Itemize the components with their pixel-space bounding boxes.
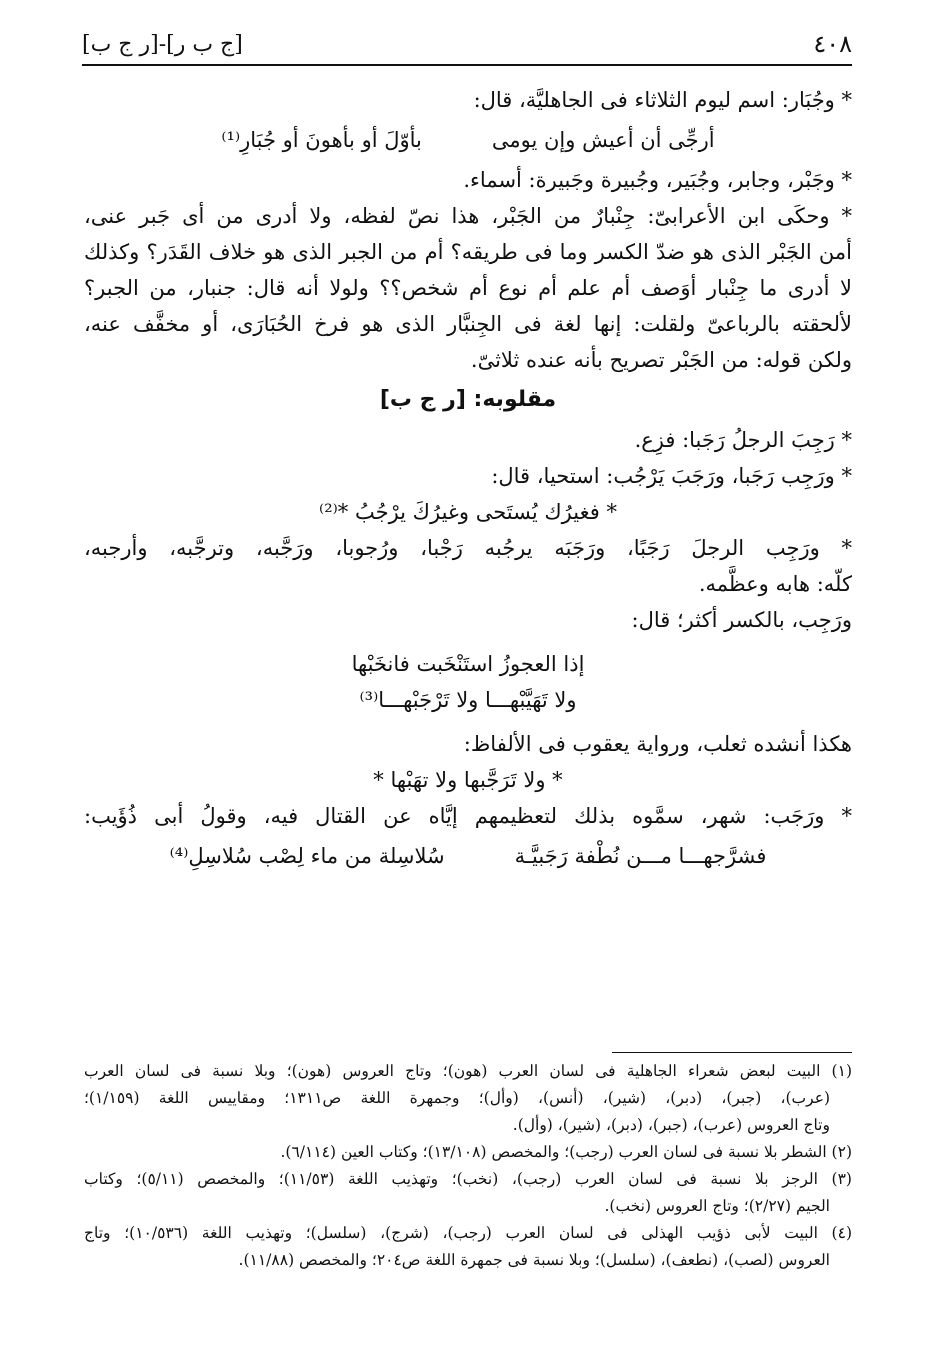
text-line: * وجُبَار: اسم ليوم الثلاثاء فى الجاهليَّة، قال: [473, 88, 852, 112]
footnotes [84, 1058, 852, 1274]
section-heading: مقلوبه: [ر ج ب] [379, 387, 557, 412]
text-line: لا أدرى ما جِنْبار أوَصف أم علم أم نوع أم شخص؟؟ ولولا أنه قال: جنبار، من الجبر؟ [84, 276, 852, 300]
footnote-line: (٤) البيت لأبى ذؤيب الهذلى فى لسان العرب (رجب)، (شرج)، (سلسل)؛ وتهذيب اللغة (١٠/٥٣٦)؛ وتاج [84, 1224, 852, 1242]
text-line: * ورَجَب: شهر، سمَّوه بذلك لتعظيمهم إيَّاه عن القتال فيه، وقولُ أبى ذُؤَيب: [84, 804, 852, 828]
text-line: * وحكَى ابن الأعرابىّ: جِنْبارٌ من الجَبْر، هذا نصّ لفظه، ولا أدرى من أى جَبر عنى، [84, 204, 852, 228]
verse-line: * فغيرُك يُستَحى وغيرُكَ يرْجُبُ *⁽²⁾ [319, 500, 617, 524]
footnote-rule [612, 1052, 852, 1053]
text-line: لألحقته بالرباعىّ ولقلت: إنها لغة فى الجِنبَّار الذى هو فرخ الحُبَارَى، أو مخفَّف عنه، [84, 312, 852, 336]
footnote-line: (عرب)، (جبر)، (دبر)، (شير)، (أنس)، (وأل)؛ وجمهرة اللغة ص١٣١١؛ ومقاييس اللغة (١/١٥٩)؛ [84, 1089, 830, 1107]
text-line: * رَجِبَ الرجلُ رَجَبا: فزِع. [634, 428, 852, 452]
verse-hemistich: سُلاسِلة من ماء لِصْب سُلاسِلِ⁽⁴⁾ [169, 844, 445, 868]
text-line: هكذا أنشده ثعلب، ورواية يعقوب فى الألفاظ: [463, 732, 852, 756]
root-label: [ج ب ر]-[ر ج ب] [82, 32, 243, 57]
running-header [82, 30, 852, 64]
verse-line: ولا تَهَيَّبْهـــا ولا تَرْجَبْهـــا⁽³⁾ [359, 688, 577, 712]
verse-hemistich: فشرَّجهـــا مـــن نُطْفة رَجَبيَّـة [514, 844, 767, 868]
header-rule [82, 64, 852, 66]
text-line: * وجَبْر، وجابر، وجُبَير، وجُبيرة وجَبيرة: أسماء. [463, 168, 852, 192]
footnote-line: الجيم (٢/٢٧)؛ وتاج العروس (نخب). [604, 1197, 830, 1215]
footnote-line: العروس (لصب)، (نطعف)، (سلسل)؛ وبلا نسبة فى جمهرة اللغة ص٢٠٤؛ والمخصص (١١/٨٨). [238, 1251, 830, 1269]
text-line: * ورَجِب رَجَبا، ورَجَبَ يَرْجُب: استحيا، قال: [491, 464, 852, 488]
verse-hemistich: أرجِّى أن أعيش وإن يومى [491, 128, 715, 152]
verse-couplet [84, 118, 852, 162]
footnote-line: (٣) الرجز بلا نسبة فى لسان العرب (رجب)، (نخب)؛ وتهذيب اللغة (١١/٥٣)؛ والمخصص (٥/١١)؛ وكتاب [84, 1170, 852, 1188]
main-text [84, 82, 852, 878]
verse-line: * ولا تَرَجَّبها ولا تهَبْها * [373, 768, 563, 792]
text-line: ورَجِب، بالكسر أكثر؛ قال: [631, 608, 852, 632]
text-line: كلّه: هابه وعظَّمه. [698, 572, 852, 596]
footnote-line: (١) البيت لبعض شعراء الجاهلية فى لسان العرب (هون)؛ وتاج العروس (هون)؛ وبلا نسبة فى لسان العرب [84, 1062, 852, 1080]
text-line: * ورَجِب الرجلَ رَجَبًا، ورَجَبَه يرجُبه رَجْبا، ورُجوبا، ورَجَّبه، وترجَّبه، وأرجبه، [84, 536, 852, 560]
footnote-line: وتاج العروس (عرب)، (جبر)، (دبر)، (شير)، (وأل). [512, 1116, 830, 1134]
verse-hemistich: بأوّلَ أو بأهونَ أو جُبَارِ⁽¹⁾ [221, 128, 422, 152]
text-line: ولكن قوله: من الجَبْر تصريح بأنه عنده ثلاثىّ. [470, 348, 852, 372]
page-number: ٤٠٨ [813, 30, 852, 58]
verse-couplet [84, 834, 852, 878]
verse-line: إذا العجوزُ استَنْخَبت فانخَبْها [351, 652, 585, 676]
text-line: أمن الجَبْر الذى هو ضدّ الكسر وما فى طريقه؟ أم من الجبر الذى هو خلاف القَدَر؟ وكذلك [84, 240, 852, 264]
footnote-line: (٢) الشطر بلا نسبة فى لسان العرب (رجب)؛ والمخصص (١٣/١٠٨)؛ وكتاب العين (٦/١١٤). [280, 1143, 852, 1161]
